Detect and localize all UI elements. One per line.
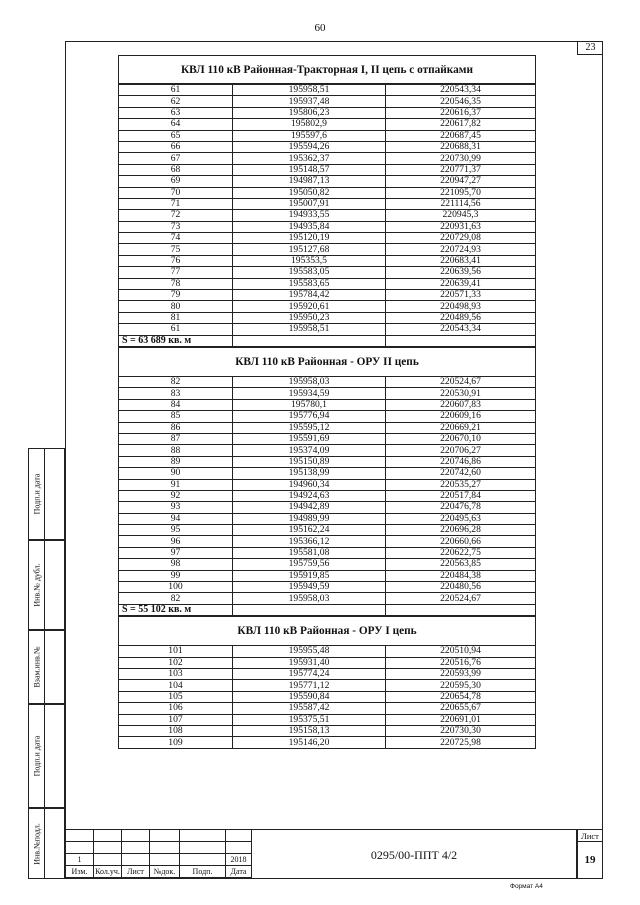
point-number: 82 <box>119 593 233 604</box>
x-coordinate: 194960,34 <box>233 479 386 490</box>
point-number: 82 <box>119 376 233 387</box>
area-value: S = 63 689 кв. м <box>119 335 233 346</box>
y-coordinate: 220622,75 <box>386 547 536 558</box>
table-row <box>119 502 536 513</box>
point-number: 106 <box>119 703 233 714</box>
table-row <box>119 85 536 96</box>
x-coordinate: 195162,24 <box>233 525 386 536</box>
table-row <box>119 141 536 152</box>
y-coordinate: 220517,84 <box>386 490 536 501</box>
table-row <box>119 153 536 164</box>
point-number: 87 <box>119 433 233 444</box>
table-row <box>119 468 536 479</box>
point-number: 109 <box>119 737 233 748</box>
y-coordinate: 220660,66 <box>386 536 536 547</box>
table-row <box>119 725 536 736</box>
table-row <box>119 714 536 725</box>
x-coordinate: 195958,51 <box>233 324 386 335</box>
y-coordinate: 220691,01 <box>386 714 536 725</box>
y-coordinate: 220724,93 <box>386 244 536 255</box>
x-coordinate: 195583,05 <box>233 267 386 278</box>
y-coordinate: 220546,35 <box>386 96 536 107</box>
x-coordinate: 195774,24 <box>233 668 386 679</box>
side-stamp-cell <box>28 448 65 540</box>
table-row <box>119 96 536 107</box>
table-row <box>119 267 536 278</box>
x-coordinate: 195931,40 <box>233 657 386 668</box>
table-row <box>119 525 536 536</box>
y-coordinate: 220476,78 <box>386 502 536 513</box>
table-row <box>119 703 536 714</box>
y-coordinate: 220654,78 <box>386 691 536 702</box>
y-coordinate: 220742,60 <box>386 468 536 479</box>
table-row <box>119 119 536 130</box>
x-coordinate: 195375,51 <box>233 714 386 725</box>
sheet-box <box>577 829 603 879</box>
point-number: 99 <box>119 570 233 581</box>
x-coordinate: 195949,59 <box>233 582 386 593</box>
side-stamp-cell <box>28 808 65 879</box>
point-number: 104 <box>119 680 233 691</box>
side-stamp-label: Подп.и дата <box>32 735 41 777</box>
point-number: 61 <box>119 85 233 96</box>
point-number: 71 <box>119 198 233 209</box>
table-row <box>119 198 536 209</box>
section-title: КВЛ 110 кВ Районная-Тракторная I, II цепь с отпайками <box>118 55 536 84</box>
table-row <box>119 244 536 255</box>
table-row <box>119 570 536 581</box>
x-coordinate: 195958,51 <box>233 85 386 96</box>
x-coordinate: 194942,89 <box>233 502 386 513</box>
x-coordinate: 195362,37 <box>233 153 386 164</box>
table-row <box>119 210 536 221</box>
x-coordinate: 195120,19 <box>233 233 386 244</box>
point-number: 80 <box>119 301 233 312</box>
side-stamp-label: Подп.и дата <box>32 473 41 515</box>
table-row <box>119 411 536 422</box>
side-stamp <box>28 448 65 879</box>
side-stamp-label: Взам.инв.№ <box>32 646 41 688</box>
y-coordinate: 221114,56 <box>386 198 536 209</box>
point-number: 68 <box>119 164 233 175</box>
x-coordinate: 195353,5 <box>233 255 386 266</box>
sheet-label: Лист <box>577 829 603 842</box>
area-value: S = 55 102 кв. м <box>119 604 233 615</box>
y-coordinate: 220746,86 <box>386 456 536 467</box>
table-row <box>119 456 536 467</box>
table-row <box>119 433 536 444</box>
change-number: 1 <box>66 854 94 866</box>
y-coordinate: 220543,34 <box>386 85 536 96</box>
x-coordinate: 195158,13 <box>233 725 386 736</box>
section-title: КВЛ 110 кВ Районная - ОРУ II цепь <box>118 347 536 376</box>
x-coordinate: 195950,23 <box>233 312 386 323</box>
table-row <box>119 130 536 141</box>
point-number: 86 <box>119 422 233 433</box>
y-coordinate: 220945,3 <box>386 210 536 221</box>
point-number: 83 <box>119 388 233 399</box>
point-number: 102 <box>119 657 233 668</box>
table-row <box>119 301 536 312</box>
side-stamp-cell <box>28 704 65 808</box>
y-coordinate: 220543,34 <box>386 324 536 335</box>
y-coordinate: 220498,93 <box>386 301 536 312</box>
x-coordinate: 195138,99 <box>233 468 386 479</box>
y-coordinate: 220639,41 <box>386 278 536 289</box>
point-number: 107 <box>119 714 233 725</box>
x-coordinate: 195784,42 <box>233 290 386 301</box>
sheet-number: 19 <box>577 842 603 879</box>
x-coordinate: 195806,23 <box>233 107 386 118</box>
point-number: 61 <box>119 324 233 335</box>
table-row <box>119 176 536 187</box>
point-number: 62 <box>119 96 233 107</box>
col-label: Дата <box>226 866 252 878</box>
x-coordinate: 195937,48 <box>233 96 386 107</box>
y-coordinate: 220510,94 <box>386 646 536 657</box>
y-coordinate: 220484,38 <box>386 570 536 581</box>
area-row <box>119 335 536 346</box>
y-coordinate: 220706,27 <box>386 445 536 456</box>
point-number: 98 <box>119 559 233 570</box>
x-coordinate: 195590,84 <box>233 691 386 702</box>
table-row <box>119 536 536 547</box>
x-coordinate: 195958,03 <box>233 593 386 604</box>
x-coordinate: 194935,84 <box>233 221 386 232</box>
y-coordinate: 220609,16 <box>386 411 536 422</box>
side-stamp-cell <box>28 540 65 630</box>
table-row <box>119 422 536 433</box>
x-coordinate: 195150,89 <box>233 456 386 467</box>
col-label: Подп. <box>180 866 226 878</box>
point-number: 72 <box>119 210 233 221</box>
table-row <box>119 255 536 266</box>
point-number: 105 <box>119 691 233 702</box>
point-number: 100 <box>119 582 233 593</box>
table-row <box>119 399 536 410</box>
point-number: 90 <box>119 468 233 479</box>
point-number: 74 <box>119 233 233 244</box>
y-coordinate: 220593,99 <box>386 668 536 679</box>
point-number: 84 <box>119 399 233 410</box>
point-number: 67 <box>119 153 233 164</box>
x-coordinate: 195958,03 <box>233 376 386 387</box>
x-coordinate: 195955,48 <box>233 646 386 657</box>
y-coordinate: 220607,83 <box>386 399 536 410</box>
x-coordinate: 194987,13 <box>233 176 386 187</box>
x-coordinate: 195127,68 <box>233 244 386 255</box>
table-row <box>119 479 536 490</box>
table-row <box>119 547 536 558</box>
point-number: 94 <box>119 513 233 524</box>
x-coordinate: 195802,9 <box>233 119 386 130</box>
x-coordinate: 195771,12 <box>233 680 386 691</box>
x-coordinate: 195583,65 <box>233 278 386 289</box>
col-label: Кол.уч. <box>95 867 120 876</box>
y-coordinate: 220495,63 <box>386 513 536 524</box>
table-row <box>119 445 536 456</box>
y-coordinate: 220696,28 <box>386 525 536 536</box>
point-number: 101 <box>119 646 233 657</box>
x-coordinate: 195374,09 <box>233 445 386 456</box>
point-number: 76 <box>119 255 233 266</box>
x-coordinate: 195146,20 <box>233 737 386 748</box>
y-coordinate: 220595,30 <box>386 680 536 691</box>
point-number: 63 <box>119 107 233 118</box>
point-number: 81 <box>119 312 233 323</box>
y-coordinate: 220480,56 <box>386 582 536 593</box>
y-coordinate: 220683,41 <box>386 255 536 266</box>
point-number: 88 <box>119 445 233 456</box>
corner-sheet-number: 23 <box>577 41 603 55</box>
table-row <box>119 737 536 748</box>
title-block <box>65 829 603 879</box>
point-number: 89 <box>119 456 233 467</box>
y-coordinate: 221095,70 <box>386 187 536 198</box>
table-row <box>119 668 536 679</box>
x-coordinate: 195581,08 <box>233 547 386 558</box>
y-coordinate: 220617,82 <box>386 119 536 130</box>
point-number: 78 <box>119 278 233 289</box>
point-number: 73 <box>119 221 233 232</box>
point-number: 91 <box>119 479 233 490</box>
y-coordinate: 220616,37 <box>386 107 536 118</box>
point-number: 65 <box>119 130 233 141</box>
y-coordinate: 220670,10 <box>386 433 536 444</box>
y-coordinate: 220489,56 <box>386 312 536 323</box>
table-row <box>119 312 536 323</box>
side-stamp-label: Инв.№ дубл. <box>32 563 41 607</box>
point-number: 97 <box>119 547 233 558</box>
y-coordinate: 220729,08 <box>386 233 536 244</box>
table-row <box>119 691 536 702</box>
point-number: 92 <box>119 490 233 501</box>
x-coordinate: 195919,85 <box>233 570 386 581</box>
x-coordinate: 195007,91 <box>233 198 386 209</box>
table-row <box>119 221 536 232</box>
point-number: 75 <box>119 244 233 255</box>
page-number: 60 <box>314 22 326 34</box>
table-row <box>119 376 536 387</box>
table-row <box>119 290 536 301</box>
table-row <box>119 559 536 570</box>
y-coordinate: 220571,33 <box>386 290 536 301</box>
y-coordinate: 220639,56 <box>386 267 536 278</box>
point-number: 93 <box>119 502 233 513</box>
x-coordinate: 195366,12 <box>233 536 386 547</box>
table-row <box>119 646 536 657</box>
y-coordinate: 220516,76 <box>386 657 536 668</box>
y-coordinate: 220931,63 <box>386 221 536 232</box>
x-coordinate: 195594,26 <box>233 141 386 152</box>
y-coordinate: 220730,30 <box>386 725 536 736</box>
y-coordinate: 220530,91 <box>386 388 536 399</box>
table-row <box>119 107 536 118</box>
area-row <box>119 604 536 615</box>
point-number: 70 <box>119 187 233 198</box>
x-coordinate: 195934,59 <box>233 388 386 399</box>
y-coordinate: 220524,67 <box>386 376 536 387</box>
coordinates-table <box>118 645 536 749</box>
x-coordinate: 195776,94 <box>233 411 386 422</box>
point-number: 69 <box>119 176 233 187</box>
point-number: 77 <box>119 267 233 278</box>
point-number: 96 <box>119 536 233 547</box>
x-coordinate: 194933,55 <box>233 210 386 221</box>
coordinates-content <box>118 55 536 749</box>
x-coordinate: 195148,57 <box>233 164 386 175</box>
revision-year: 2018 <box>226 854 252 866</box>
y-coordinate: 220524,67 <box>386 593 536 604</box>
y-coordinate: 220655,67 <box>386 703 536 714</box>
side-stamp-label: Инв.№подл. <box>32 822 41 865</box>
y-coordinate: 220669,21 <box>386 422 536 433</box>
table-row <box>119 490 536 501</box>
y-coordinate: 220688,31 <box>386 141 536 152</box>
table-row <box>119 324 536 335</box>
point-number: 85 <box>119 411 233 422</box>
table-row <box>119 233 536 244</box>
point-number: 66 <box>119 141 233 152</box>
side-stamp-cell <box>28 630 65 704</box>
y-coordinate: 220687,45 <box>386 130 536 141</box>
table-row <box>119 582 536 593</box>
table-row <box>119 278 536 289</box>
point-number: 64 <box>119 119 233 130</box>
x-coordinate: 195050,82 <box>233 187 386 198</box>
y-coordinate: 220725,98 <box>386 737 536 748</box>
coordinates-table <box>118 376 536 616</box>
table-row <box>119 680 536 691</box>
format-note: Формат А4 <box>510 883 543 890</box>
x-coordinate: 195920,61 <box>233 301 386 312</box>
point-number: 95 <box>119 525 233 536</box>
x-coordinate: 194924,63 <box>233 490 386 501</box>
y-coordinate: 220730,99 <box>386 153 536 164</box>
revision-grid <box>65 829 252 878</box>
point-number: 79 <box>119 290 233 301</box>
x-coordinate: 195780,1 <box>233 399 386 410</box>
y-coordinate: 220563,85 <box>386 559 536 570</box>
col-label: Лист <box>122 866 150 878</box>
x-coordinate: 195595,12 <box>233 422 386 433</box>
y-coordinate: 220947,27 <box>386 176 536 187</box>
y-coordinate: 220535,27 <box>386 479 536 490</box>
table-row <box>119 164 536 175</box>
y-coordinate: 220771,37 <box>386 164 536 175</box>
document-code: 0295/00-ППТ 4/2 <box>251 829 577 879</box>
x-coordinate: 195597,6 <box>233 130 386 141</box>
section-title: КВЛ 110 кВ Районная - ОРУ I цепь <box>118 616 536 645</box>
table-row <box>119 593 536 604</box>
table-row <box>119 657 536 668</box>
table-row <box>119 187 536 198</box>
x-coordinate: 195591,69 <box>233 433 386 444</box>
table-row <box>119 388 536 399</box>
point-number: 108 <box>119 725 233 736</box>
col-label: №док. <box>150 866 180 878</box>
x-coordinate: 194989,99 <box>233 513 386 524</box>
x-coordinate: 195759,56 <box>233 559 386 570</box>
table-row <box>119 513 536 524</box>
coordinates-table <box>118 84 536 347</box>
x-coordinate: 195587,42 <box>233 703 386 714</box>
point-number: 103 <box>119 668 233 679</box>
col-label: Изм. <box>66 866 94 878</box>
